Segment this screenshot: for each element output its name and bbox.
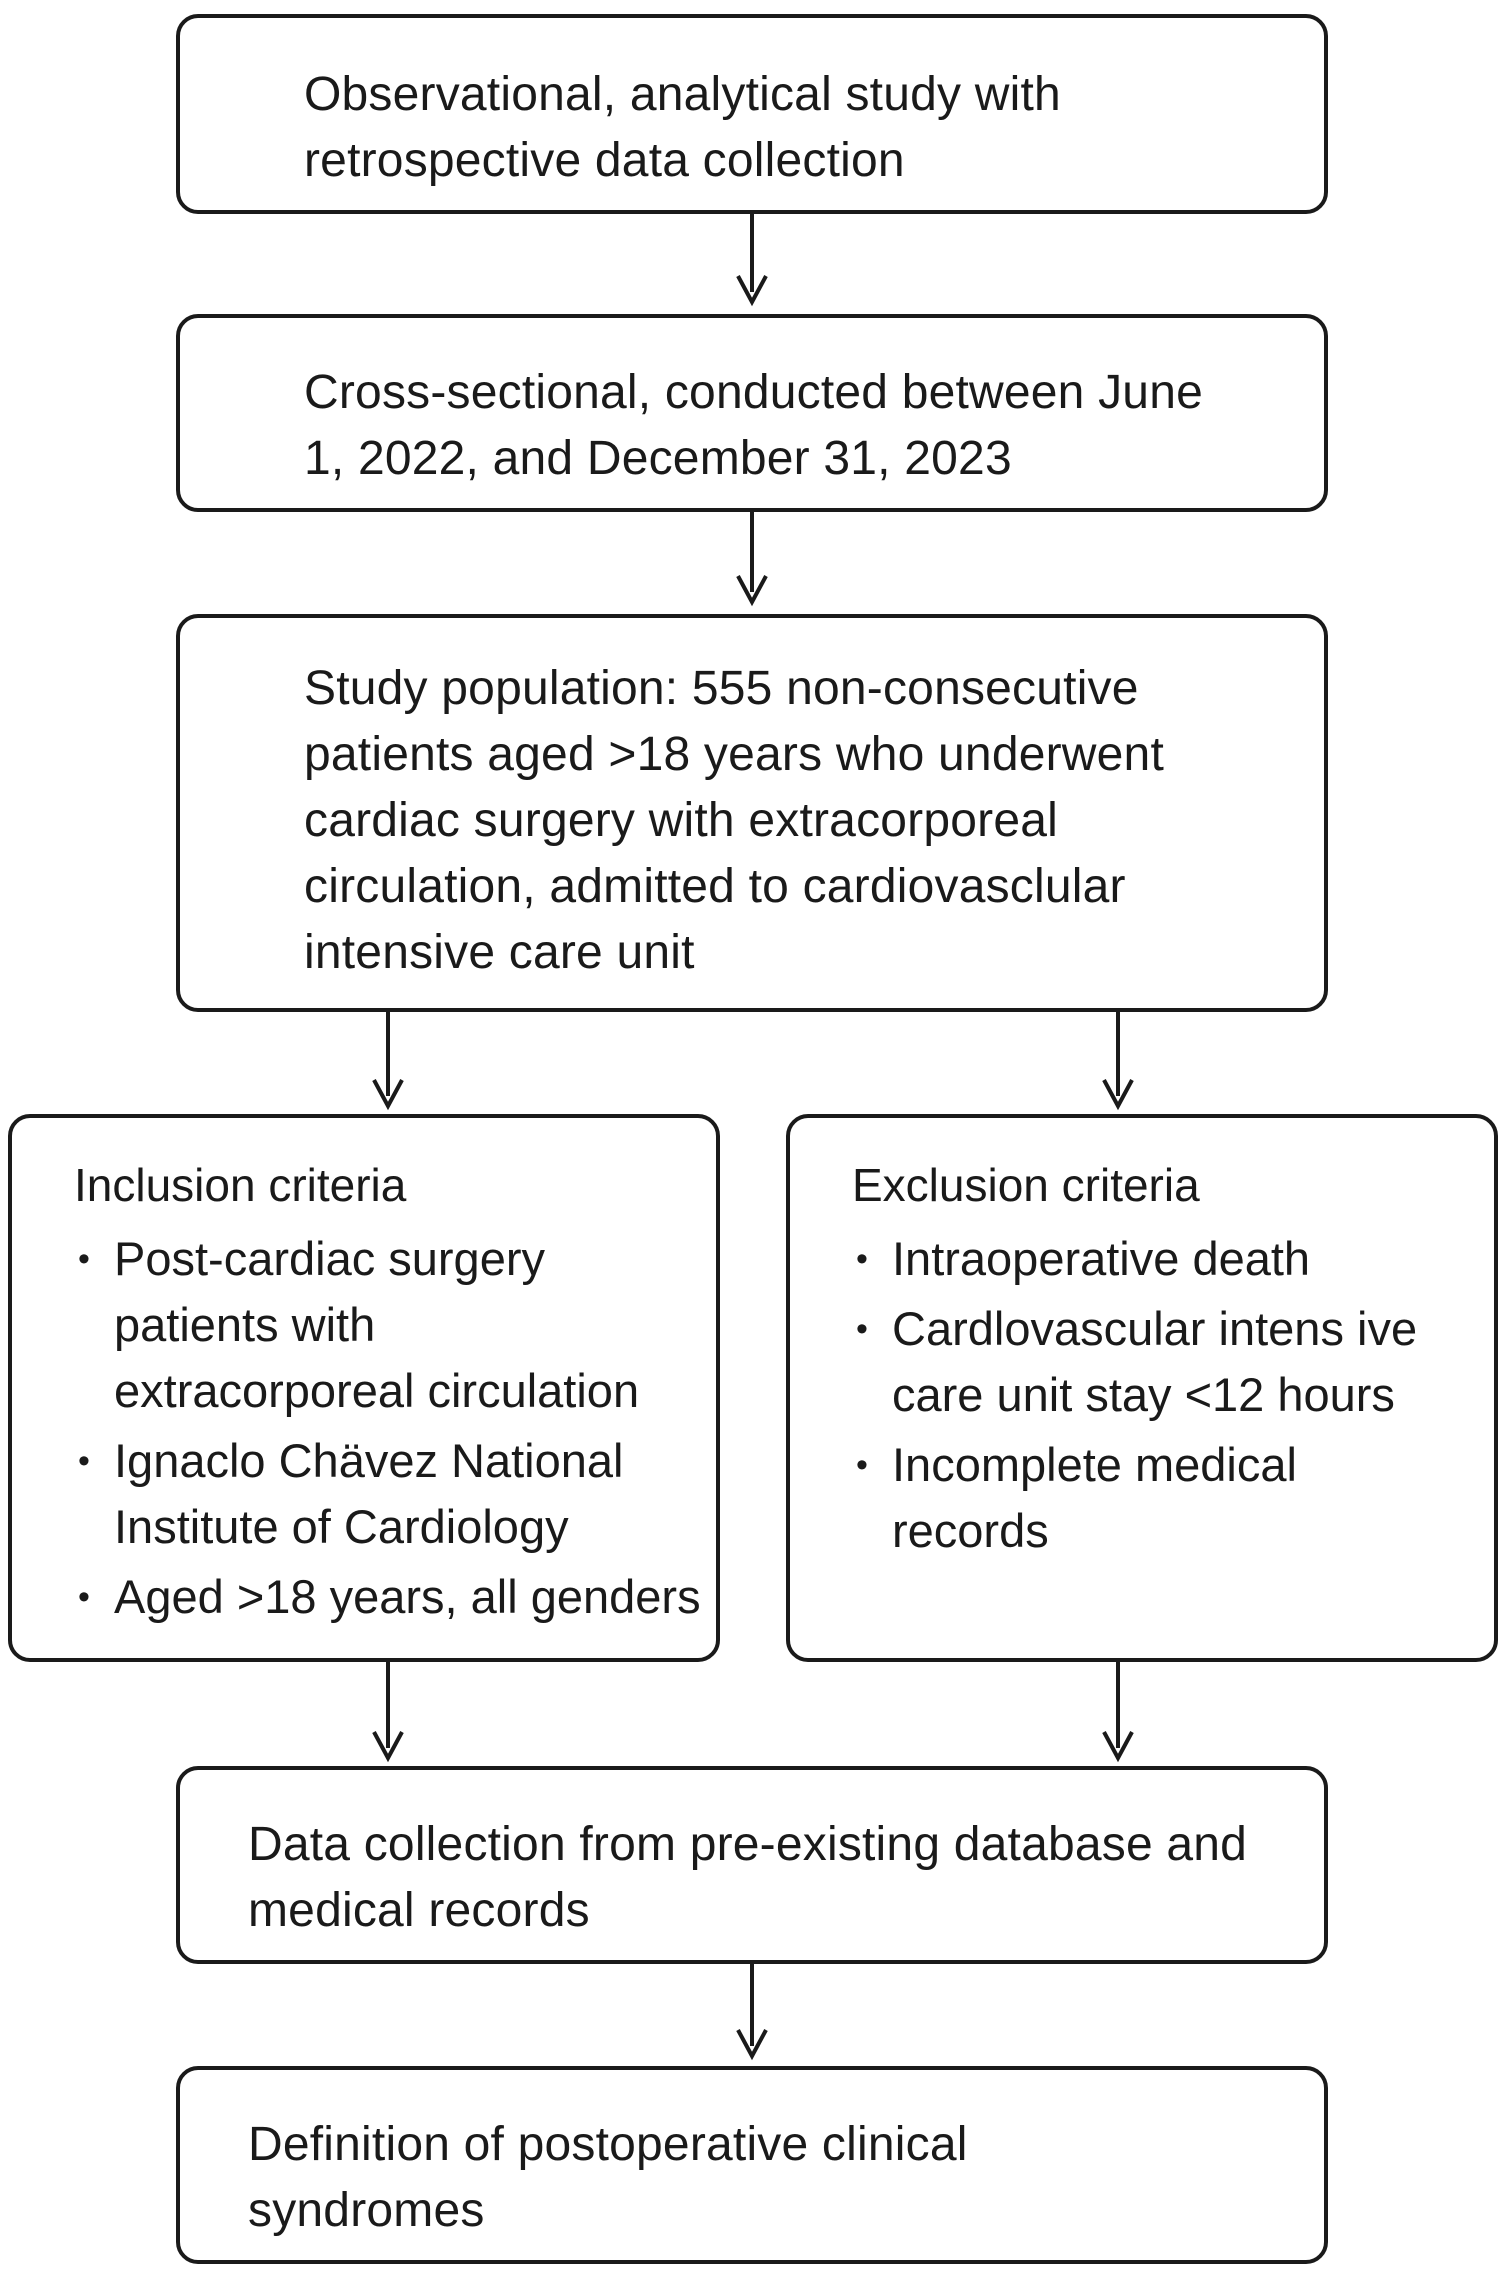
exclusion-list [852,1226,1474,1564]
inclusion-item: • Ignaclo Chävez National Institute of Cardiology [74,1428,674,1560]
inclusion-item: • Aged >18 years, all genders [74,1564,714,1630]
exclusion-box [786,1114,1498,1662]
exclusion-title: Exclusion criteria [852,1159,1200,1211]
design-box [176,314,1328,512]
definition-text: Definition of postoperative clinical syndromes [248,2118,968,2237]
definition-box [176,2066,1328,2264]
inclusion-item: • Post-cardiac surgery patients with extracorporeal circulation [74,1226,674,1424]
study-type-box [176,14,1328,214]
inclusion-list [74,1226,701,1630]
population-box [176,614,1328,1012]
population-text: Study population: 555 non-consecutive patients aged >18 years who underwent cardiac surgery with extracorporeal circulation, admitted to cardiovasclular intensive care unit [304,662,1164,979]
exclusion-item: • Cardlovascular intens ive care unit stay <12 hours [852,1296,1492,1428]
design-text: Cross-sectional, conducted between June 1, 2022, and December 31, 2023 [304,366,1203,485]
study-type-text: Observational, analytical study with retrospective data collection [304,68,1061,187]
data-collection-box [176,1766,1328,1964]
inclusion-title: Inclusion criteria [74,1159,407,1211]
exclusion-item: • Intraoperative death [852,1226,1492,1292]
exclusion-item: • Incomplete medical records [852,1432,1372,1564]
inclusion-box [8,1114,720,1662]
data-collection-text: Data collection from pre-existing database and medical records [248,1818,1248,1937]
